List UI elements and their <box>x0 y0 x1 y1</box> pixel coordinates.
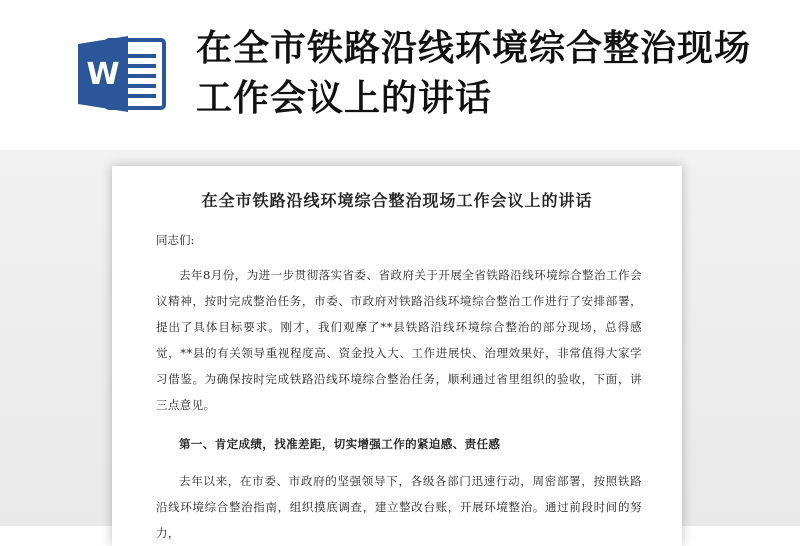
word-icon <box>76 34 168 114</box>
paragraph-2: 去年以来，在市委、市政府的坚强领导下，各级各部门迅速行动，周密部署，按照铁路沿线环境综合整治指南，组织摸底调查，建立整改台账，开展环境整治。通过前段时间的努力， <box>156 474 642 540</box>
document-page <box>112 166 682 546</box>
paragraph-1: 去年8月份，为进一步贯彻落实省委、省政府关于开展全省铁路沿线环境综合整治工作会议精神，按时完成整治任务，市委、市政府对铁路沿线环境综合整治工作进行了安排部署，提出了具体目标要求。刚才，我们观摩了**县铁路沿线环境综合整治的部分现场，总得感觉，**县的有关领导重视程度高、资金投入大、工作进展快、治理效果好，非常值得大家学习借鉴。为确保按时完成铁路沿线环境综合整治任务，顺利通过省里组织的验收，下面，讲三点意见。 <box>156 268 642 412</box>
greeting: 同志们: <box>156 233 195 247</box>
document-title: 在全市铁路沿线环境综合整治现场工作会议上的讲话 <box>201 191 593 210</box>
header <box>0 0 800 150</box>
page-title: 在全市铁路沿线环境综合整治现场工作会议上的讲话 <box>196 28 752 119</box>
word-icon-letter: W <box>86 57 120 92</box>
section-heading: 第一、肯定成绩，找准差距，切实增强工作的紧迫感、责任感 <box>179 437 501 451</box>
